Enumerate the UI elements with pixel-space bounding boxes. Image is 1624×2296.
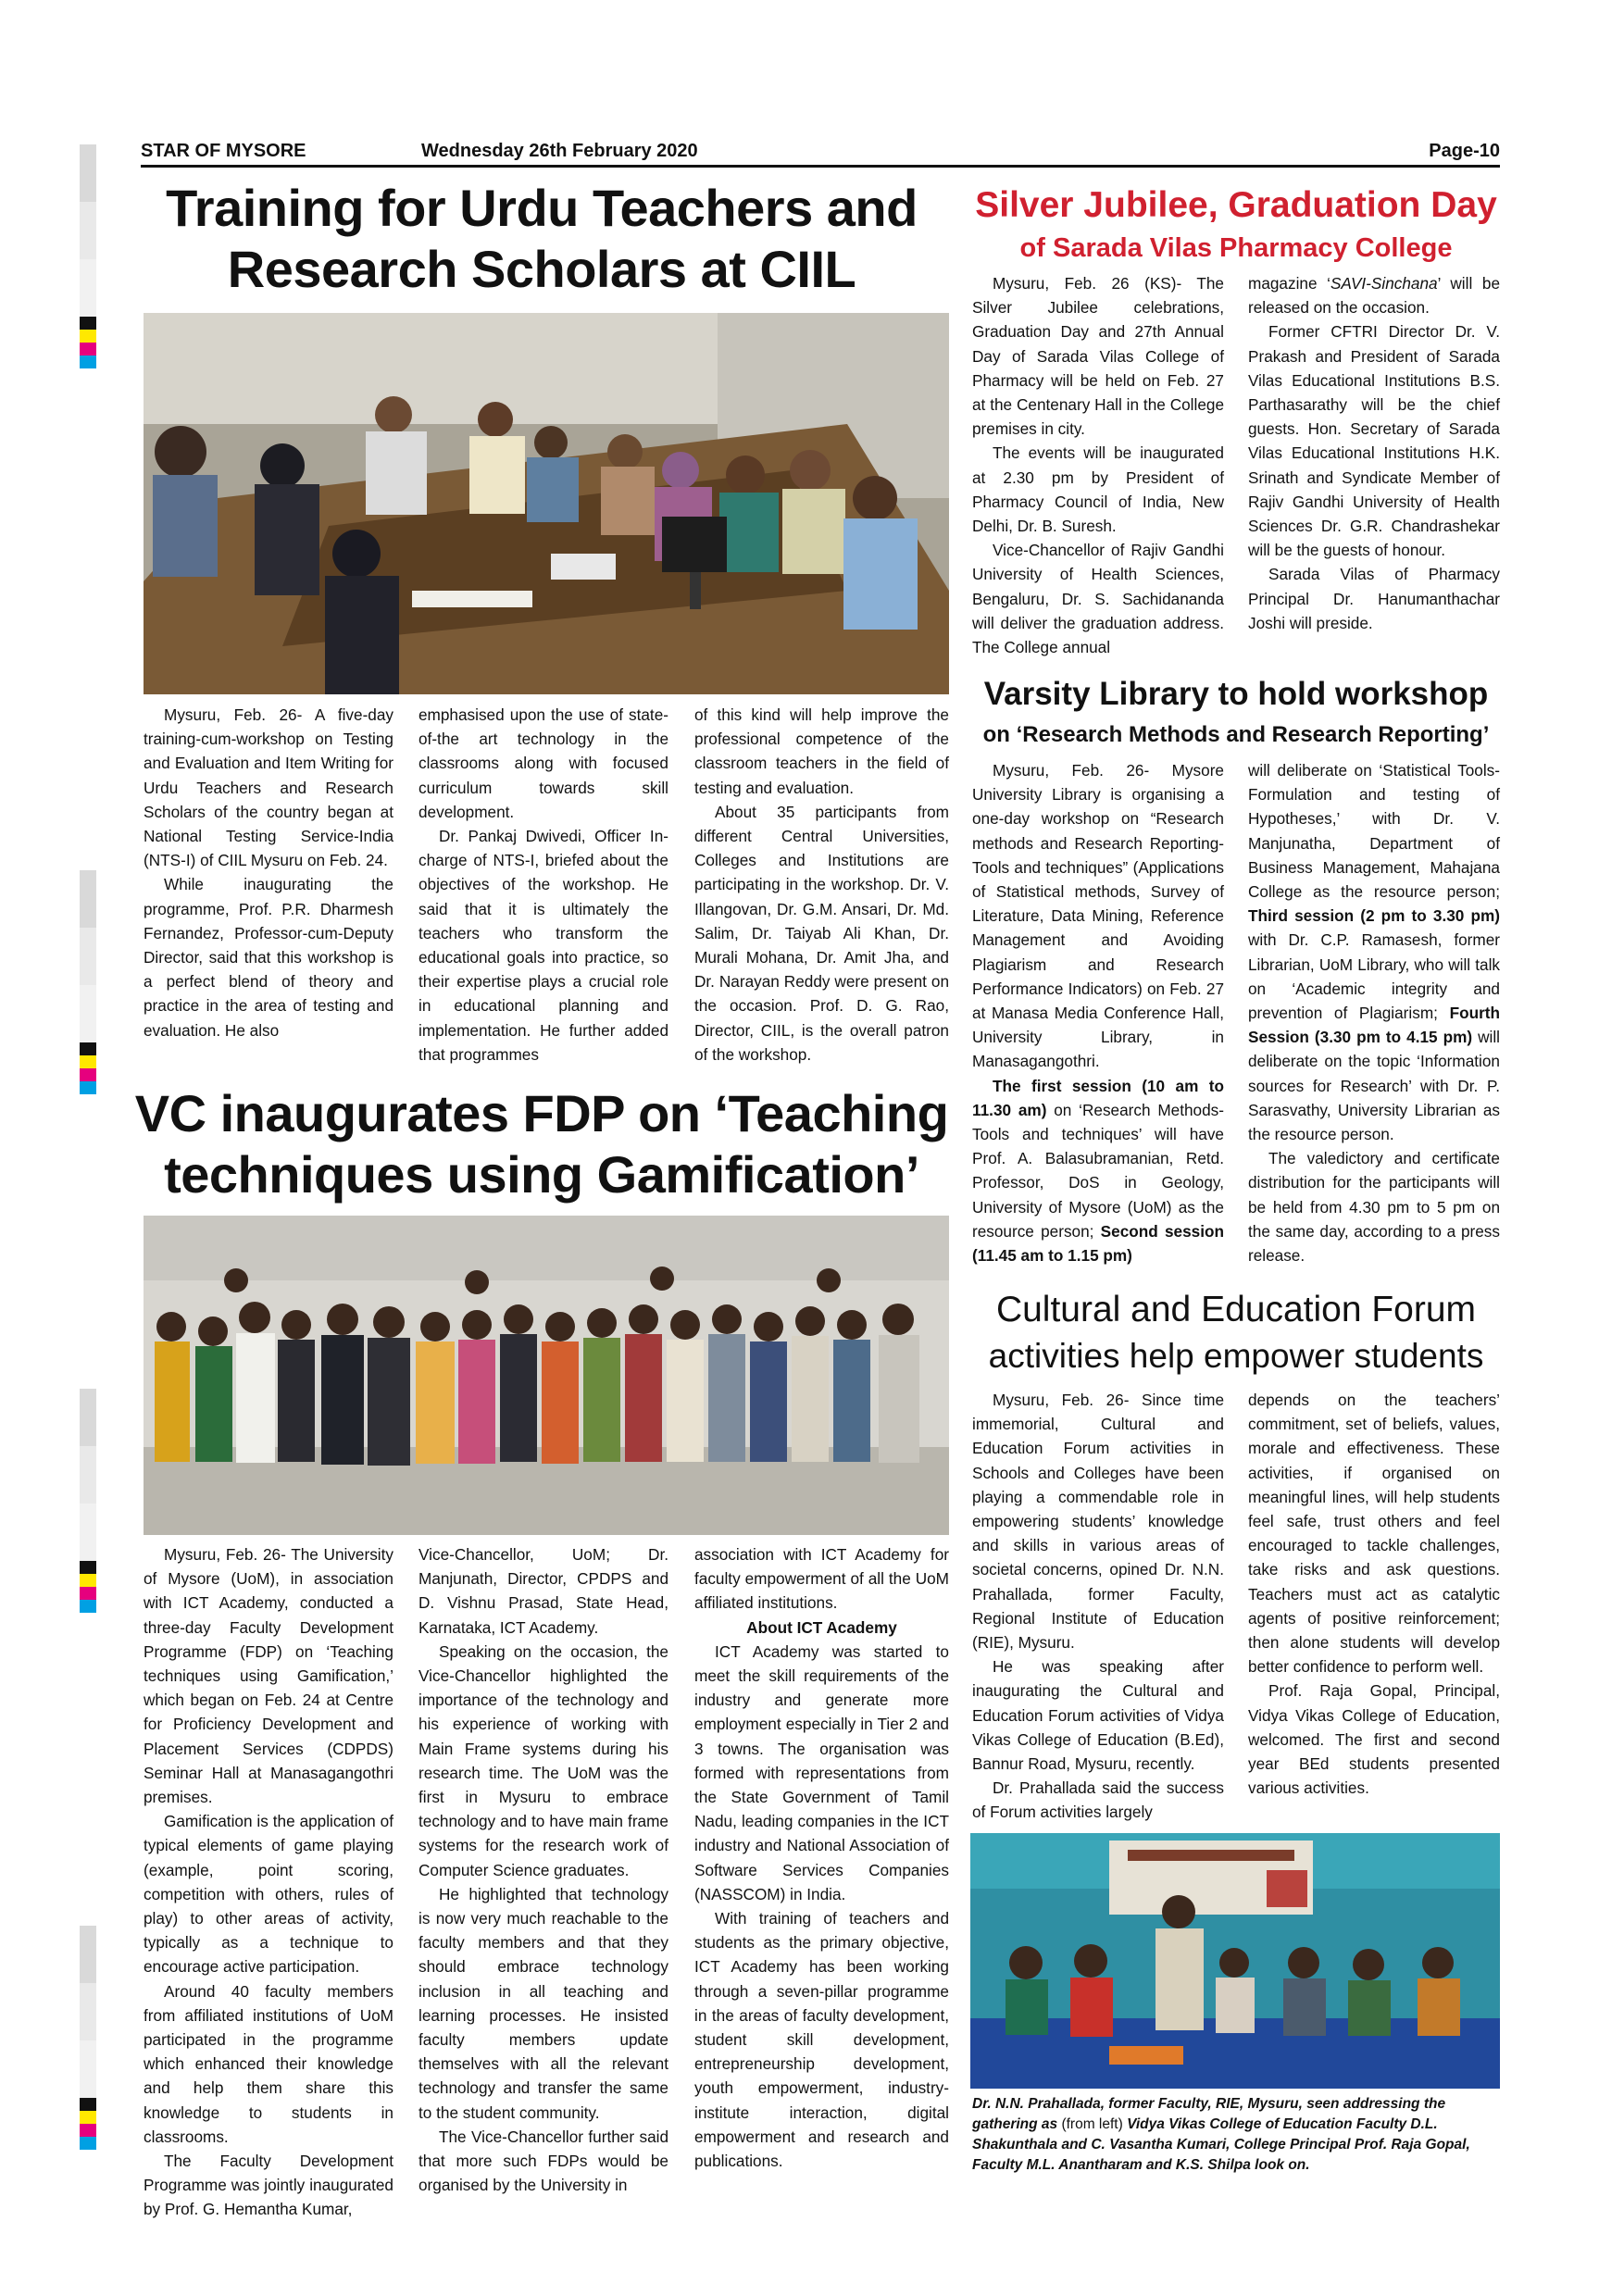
issue-date: Wednesday 26th February 2020 — [421, 141, 698, 161]
cultural-forum-column-1: Mysuru, Feb. 26- Since time immemorial, Cultural and Education Forum activities in Schools and Colleges have been playing a commendable role in empowering students’ knowledge and skills in various areas of societal concerns, opined Dr. N.N. Prahallada, former Faculty, Regional Institute of Education (RIE), Mysuru. He was speaking after inaugurating the Cultural and Education Forum activities of Vidya Vikas College of Education (B.Ed), Bannur Road, Mysuru, recently. Dr. Prahallada said the success of Forum activities largely — [972, 1391, 1224, 1822]
urdu-column-3: of this kind will help improve the professional competence of the classroom teachers in the field of testing and evaluation. About 35 participants from different Central Universities, Colleges and Institutions are participating in the workshop. Dr. V. Illangovan, Dr. G.M. Ansari, Dr. Md. Salim, Dr. Taiyab Ali Khan, Dr. Murali Mohana, Dr. Amit Jha, and Dr. Narayan Reddy were present on the occasion. Prof. D. G. Rao, Director, CIIL, is the overall patron of the workshop. — [694, 705, 949, 1064]
printer-color-bar — [80, 870, 96, 1094]
varsity-library-subhead: on ‘Research Methods and Research Reporting’ — [982, 722, 1490, 747]
silver-jubilee-headline: Silver Jubilee, Graduation Day — [975, 185, 1497, 225]
varsity-library-headline: Varsity Library to hold workshop — [983, 676, 1489, 712]
about-ict-academy-subhead: About ICT Academy — [746, 1617, 897, 1637]
urdu-workshop-photo — [144, 313, 949, 694]
cultural-forum-headline: Cultural and Education Forum activities help empower students — [988, 1290, 1484, 1375]
silver-jubilee-column-1: Mysuru, Feb. 26 (KS)- The Silver Jubilee celebrations, Graduation Day and 27th Annual Day of Sarada Vilas College of Pharmacy will be held on Feb. 27 at the Centenary Hall in the College premises in city. The events will be inaugurated at 2.30 pm by President of Pharmacy Council of India, New Delhi, Dr. B. Suresh. Vice-Chancellor of Rajiv Gandhi University of Health Sciences, Bengaluru, Dr. S. Sachidananda will deliver the graduation address. The College annual — [972, 274, 1224, 657]
urdu-headline: Training for Urdu Teachers and Research Scholars at CIIL — [166, 179, 918, 298]
cultural-forum-column-2: depends on the teachers’ commitment, set of beliefs, values, morale and effectiveness. These activities, if organised on meaningful lines, will help students feel safe, trust others and feel encouraged to tackle challenges, take risks and ask questions. Teachers must act as catalytic agents of positive reinforcement; then alone students will develop better confidence to perform well. Prof. Raja Gopal, Principal, Vidya Vikas College of Education, welcomed. The first and second year BEd students presented various activities. — [1248, 1391, 1500, 1798]
header-rule — [141, 165, 1500, 168]
urdu-column-1: Mysuru, Feb. 26- A five-day training-cum-workshop on Testing and Evaluation and Item Writing for Urdu Teachers and Research Scholars of the country began at National Testing Service-India (NTS-I) of CIIL Mysuru on Feb. 24. While inaugurating the programme, Prof. P.R. Dharmesh Fernandez, Professor-cum-Deputy Director, said that this workshop is a perfect blend of theory and practice in the area of testing and evaluation. He also — [144, 705, 394, 1040]
silver-jubilee-subhead: of Sarada Vilas Pharmacy College — [1019, 233, 1453, 263]
vc-fdp-column-1: Mysuru, Feb. 26- The University of Mysore (UoM), in association with ICT Academy, conducted a three-day Faculty Development Programme (FDP) on ‘Teaching techniques using Gamification,’ which began on Feb. 24 at Centre for Proficiency Development and Placement Services (CDPDS) Seminar Hall at Manasagangothri premises. Gamification is the application of typical elements of game playing (example, point scoring, competition with others, rules of play) to other areas of activity, typically as a technique to encourage active participation. Around 40 faculty members from affiliated institutions of UoM participated in the programme which enhanced their knowledge and help them share this knowledge to students in classrooms. The Faculty Development Programme was jointly inaugurated by Prof. G. Hemantha Kumar, — [144, 1545, 394, 2219]
cultural-forum-photo — [970, 1833, 1500, 2089]
vc-fdp-column-2: Vice-Chancellor, UoM; Dr. Manjunath, Director, CPDPS and D. Vishnu Prasad, State Head, Karnataka, ICT Academy. Speaking on the occasion, the Vice-Chancellor highlighted the importance of the technology and his experience of working with Main Frame systems during his research time. The UoM was the first in Mysuru to embrace technology and to have main frame systems for the research work of Computer Science graduates. He highlighted that technology is now very much reachable to the faculty members and that they should embrace technology inclusion in all teaching and learning processes. He insisted faculty members update themselves with all the relevant technology and transfer the same to the student community. The Vice-Chancellor further said that more such FDPs would be organised by the University in — [418, 1545, 668, 2195]
printer-color-bar — [80, 144, 96, 368]
printer-color-bar — [80, 1389, 96, 1613]
page-number: Page-10 — [1429, 141, 1500, 161]
varsity-library-column-1: Mysuru, Feb. 26- Mysore University Library is organising a one-day workshop on “Research methods and Research Reporting- Tools and techniques” (Applications of Statistical methods, Survey of Literature, Data Mining, Reference Management and Avoiding Plagiarism and Research Performance Indicators) on Feb. 27 at Manasa Media Conference Hall, University Library, in Manasagangothri. The first session (10 am to 11.30 am) on ‘Research Methods- Tools and techniques’ will have Prof. A. Balasubramanian, Retd. Professor, DoS in Geology, University of Mysore (UoM) as the resource person; Second session (11.45 am to 1.15 pm) — [972, 761, 1224, 1266]
paper-name: STAR OF MYSORE — [141, 141, 306, 161]
cultural-forum-caption: Dr. N.N. Prahallada, former Faculty, RIE, Mysuru, seen addressing the gathering as (from left) Vidya Vikas College of Education Faculty D.L. Shakunthala and C. Vasantha Kumari, College Principal Prof. Raja Gopal, Faculty M.L. Anantharam and K.S. Shilpa look on. — [972, 2096, 1470, 2173]
silver-jubilee-column-2: magazine ‘SAVI-Sinchana’ will be released on the occasion. Former CFTRI Director Dr. V. Prakash and President of Sarada Vilas Educational Institutions B.S. Parthasarathy will be the chief guests. Hon. Secretary of Sarada Vilas Educational Institutions H.K. Srinath and Syndicate Member of Rajiv Gandhi University of Health Sciences Dr. G.R. Chandrashekar will be the guests of honour. Sarada Vilas of Pharmacy Principal Dr. Hanumanthachar Joshi will preside. — [1248, 274, 1500, 632]
vc-fdp-column-3: association with ICT Academy for faculty empowerment of all the UoM affiliated institutions. About ICT Academy ICT Academy was started to meet the skill requirements of the industry and generate more employment especially in Tier 2 and 3 towns. The organisation was formed with representations from the State Government of Tamil Nadu, leading companies in the ICT industry and National Association of Software Services Companies (NASSCOM) in India. With training of teachers and students as the primary objective, ICT Academy has been working through a seven-pillar programme in the areas of faculty development, student skill development, entrepreneurship development, youth empowerment, industry-institute interaction, digital empowerment and research and publications. — [694, 1545, 949, 2171]
urdu-column-2: emphasised upon the use of state-of-the art technology in the classrooms along with focused curriculum towards skill development. Dr. Pankaj Dwivedi, Officer In-charge of NTS-I, briefed about the objectives of the workshop. He said that it is ultimately the teachers who transform the educational goals into practice, so their expertise plays a crucial role in educational planning and implementation. He further added that programmes — [418, 705, 668, 1064]
varsity-library-column-2: will deliberate on ‘Statistical Tools- Formulation and testing of Hypotheses,’ with Dr. V. Manjunatha, Department of Business Management, Mahajana College as the resource person; Third session (2 pm to 3.30 pm) with Dr. C.P. Ramasesh, former Librarian, UoM Library, who will talk on ‘Academic integrity and prevention of Plagiarism; Fourth Session (3.30 pm to 4.15 pm) will deliberate on the topic ‘Information sources for Research’ with Dr. P. Sarasvathy, University Librarian as the resource person. The valedictory and certificate distribution for the participants will be held from 4.30 pm to 5 pm on the same day, according to a press release. — [1248, 761, 1500, 1266]
vc-fdp-group-photo — [144, 1216, 949, 1535]
vc-fdp-headline: VC inaugurates FDP on ‘Teaching techniques using Gamification’ — [134, 1084, 949, 1204]
printer-color-bar — [80, 1926, 96, 2150]
